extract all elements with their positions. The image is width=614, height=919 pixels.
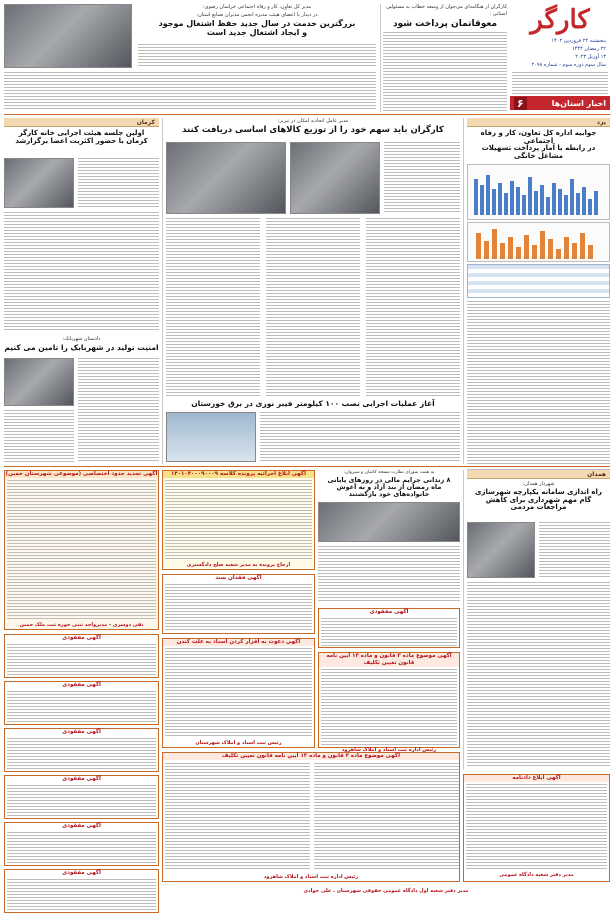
top-story xyxy=(383,4,507,112)
masthead-date-4: سال سوم دوره سوم - شماره ۲۰۹۸ xyxy=(531,62,606,68)
small-ad-1 xyxy=(4,634,159,678)
small-ads-column xyxy=(4,634,159,914)
small-ad-6-title: آگهی مفقودی xyxy=(62,870,101,876)
prisoners-story xyxy=(318,470,460,604)
ad-5 xyxy=(162,638,315,748)
yazd-region-label: یزد xyxy=(467,118,610,127)
kerman-body-4 xyxy=(4,410,74,462)
kerman-section xyxy=(4,118,159,464)
mashhad-title: بزرگترین خدمت در سال جدید حفظ اشتغال موجود و ایجاد اشتغال جدید است xyxy=(158,19,356,37)
ad-7-body-2 xyxy=(314,763,459,871)
ad-8-title: آگهی ابلاغ دادنامه xyxy=(464,775,609,782)
ad-7-title: آگهی موضوع ماده ۳ قانون و ماده ۱۳ آیین نامه قانون تعیین تکلیف xyxy=(163,753,459,760)
masthead-date-1: پنجشنبه ۲۴ فروردین ۱۴۰۲ xyxy=(551,38,606,44)
ad-5-footer: رئیس ثبت اسناد و املاک شهرستان xyxy=(195,740,282,746)
top-story-body xyxy=(383,32,507,112)
ad-1 xyxy=(4,470,159,630)
yazd-title: جوابیه اداره کل تعاون، کار و رفاه اجتماعی در رابطه با آمار پرداخت تسهیلات مشاغل خانگی xyxy=(480,129,597,161)
hamedan-body-2 xyxy=(467,582,610,768)
kerman-body-1 xyxy=(78,158,159,208)
yazd-body xyxy=(467,301,610,471)
khuzestan-title: آغاز عملیات اجرایی نصب ۱۰۰ کیلومتر فیبر نوری در برق خوزستان xyxy=(191,399,435,408)
hamedan-body-1 xyxy=(539,522,610,578)
ad-2-body xyxy=(165,480,312,560)
hamedan-mayor-photo xyxy=(467,522,535,578)
kerman-sub-kicker: دادستان شهربابک: xyxy=(62,336,101,342)
small-ad-3-title: آگهی مفقودی xyxy=(62,729,101,735)
masthead-intro-text xyxy=(512,72,608,94)
kerman-title: اولین جلسه هیئت اجرایی خانه کارگر کرمان با حضور اکثریت اعضا برگزارشد xyxy=(15,129,148,145)
small-ad-4-title: آگهی مفقودی xyxy=(62,776,101,782)
tabriz-kicker: مدیر عامل اتحادیه امکان در تبریز: xyxy=(277,118,349,124)
ad-2-title: آگهی ابلاغ اجرائیه پرونده کلاسه ۱۴۰۱۰۴۰۰۰۹۰۰۰۹ xyxy=(163,471,314,478)
ad-3-title: آگهی فقدان سند xyxy=(215,575,262,581)
ad-6-body xyxy=(321,669,457,745)
yazd-chart-2-svg xyxy=(468,223,609,261)
shahrbabak-photo xyxy=(4,358,74,406)
yazd-chart-2 xyxy=(467,222,610,262)
ad-6-footer: رئیس اداره ثبت اسناد و املاک شاهرود xyxy=(341,747,437,753)
section-title: اخبار استان‌ها xyxy=(551,98,606,108)
ad-7-body-1 xyxy=(165,763,310,871)
page-number: ۶ xyxy=(514,97,527,110)
prisoners-photo xyxy=(318,502,460,542)
ad-2 xyxy=(162,470,315,570)
tabriz-body-top xyxy=(384,142,460,214)
tabriz-story xyxy=(166,118,460,398)
hamedan-kicker: شهردار همدان: xyxy=(522,481,555,487)
ad-4 xyxy=(318,608,460,648)
section-banner xyxy=(510,96,610,110)
prisoners-body xyxy=(318,546,460,602)
ad-8 xyxy=(463,774,610,882)
small-ad-5-body xyxy=(7,832,156,864)
khuzestan-body xyxy=(260,412,460,462)
masthead-date-3: ۱۳ آوریل ۲۰۲۳ xyxy=(575,54,606,60)
ad-3 xyxy=(162,574,315,634)
kerman-body-2 xyxy=(4,212,159,332)
kerman-photo xyxy=(4,158,74,208)
mashhad-kicker-2: در دیدار با اعضای هیئت مدیره انجمن مدیران صنایع استان: xyxy=(196,12,318,18)
masthead xyxy=(510,4,610,112)
tabriz-col-1 xyxy=(166,218,260,396)
small-ad-5-title: آگهی مفقودی xyxy=(62,823,101,829)
tabriz-title: کارگران باید سهم خود را از توزیع کالاهای اساسی دریافت کنند xyxy=(182,125,444,135)
ad-1-footer: ثقی دوسری - مدیرواحد ثبتی حوزه ثبت ملک خمین xyxy=(19,622,144,628)
ad-7-footer: رئیس اداره ثبت اسناد و املاک شاهرود xyxy=(263,874,359,880)
ad-7 xyxy=(162,752,460,882)
mashhad-body-1 xyxy=(138,44,376,68)
ad-5-title: آگهی دعوت به افزار کردن اسناد به علت کندن xyxy=(163,639,314,646)
small-ad-4 xyxy=(4,775,159,819)
ad-4-title: آگهی مفقودی xyxy=(369,609,409,615)
mashhad-kicker: مدیر کل تعاون، کار و رفاه اجتماعی خراسان رضوی: xyxy=(202,4,312,10)
kerman-sub-title: امنیت تولید در شهربابک را تامین می کنیم xyxy=(4,343,159,352)
tabriz-col-3 xyxy=(366,218,460,396)
yazd-table xyxy=(467,264,610,298)
small-ad-2 xyxy=(4,681,159,725)
ad-6 xyxy=(318,652,460,753)
mashhad-story xyxy=(4,4,377,112)
ad-8-footer: مدیر دفتر شعبه دادگاه عمومی xyxy=(499,872,574,878)
footer-signature: مدیر دفتر شعبه اول دادگاه عمومی حقوقی شهرستان ـ علی جوادی xyxy=(303,888,469,894)
small-ad-2-body xyxy=(7,691,156,723)
small-ad-4-body xyxy=(7,785,156,817)
power-tower-photo xyxy=(166,412,256,462)
ad-1-body xyxy=(7,480,156,620)
small-ad-5 xyxy=(4,822,159,866)
ad-4-body xyxy=(321,618,457,646)
kerman-region-label: کرمان xyxy=(4,118,159,127)
ad-6-title: آگهی موضوع ماده ۳ قانون و ماده ۱۳ آیین نامه قانون تعیین تکلیف xyxy=(319,653,459,667)
hamedan-region-label: همدان xyxy=(467,470,610,479)
small-ad-6 xyxy=(4,869,159,913)
mashhad-body-2 xyxy=(4,72,376,110)
ad-8-body xyxy=(466,784,607,870)
top-story-title: معوقاتمان پرداخت شود xyxy=(392,19,498,29)
ad-1-title: آگهی تجدید حدود اختصاصی (موضوعی شهرستان خمین) xyxy=(5,471,158,477)
meeting-photo xyxy=(4,4,132,68)
tabriz-col-2 xyxy=(266,218,360,396)
small-ad-1-title: آگهی مفقودی xyxy=(62,635,101,641)
kerman-body-3 xyxy=(78,358,159,462)
prisoners-title: ۸ زندانی جرایم مالی در روزهای پایانی ماه رمضان از بند آزاد و به آغوش خانواده‌های خود بازگشتند xyxy=(327,476,451,499)
top-story-kicker: کارگران از هنگامه‌ای می‌جوان از وسعه خطاب به مسئولین استانی : xyxy=(386,4,507,17)
khuzestan-story xyxy=(166,400,460,464)
tabriz-photo-1 xyxy=(166,142,286,214)
masthead-date-2: ۲۲ رمضان ۱۴۴۴ xyxy=(572,46,606,52)
hamedan-title: راه اندازی سامانه یکپارچه شهرسازی گام مهم شهرداری برای کاهش مراجعات مردمی xyxy=(475,488,602,512)
small-ad-3-body xyxy=(7,738,156,770)
yazd-chart-1-svg xyxy=(468,165,609,219)
small-ad-1-body xyxy=(7,644,156,676)
small-ad-6-body xyxy=(7,879,156,911)
ad-2-footer: ارجاع پرونده به مدیر شعبه صلح دادگستری xyxy=(186,562,291,568)
hamedan-section xyxy=(467,470,610,770)
ad-5-body xyxy=(165,648,312,738)
small-ad-3 xyxy=(4,728,159,772)
yazd-section xyxy=(467,118,610,464)
yazd-chart-1 xyxy=(467,164,610,220)
small-ad-2-title: آگهی مفقودی xyxy=(62,682,101,688)
tabriz-photo-2 xyxy=(290,142,380,214)
ad-3-body xyxy=(165,584,312,632)
masthead-logo: کارگر xyxy=(530,5,590,35)
prisoners-kicker: به همت شورای نظارت مسجد کاشان و شیروان: xyxy=(343,470,435,475)
